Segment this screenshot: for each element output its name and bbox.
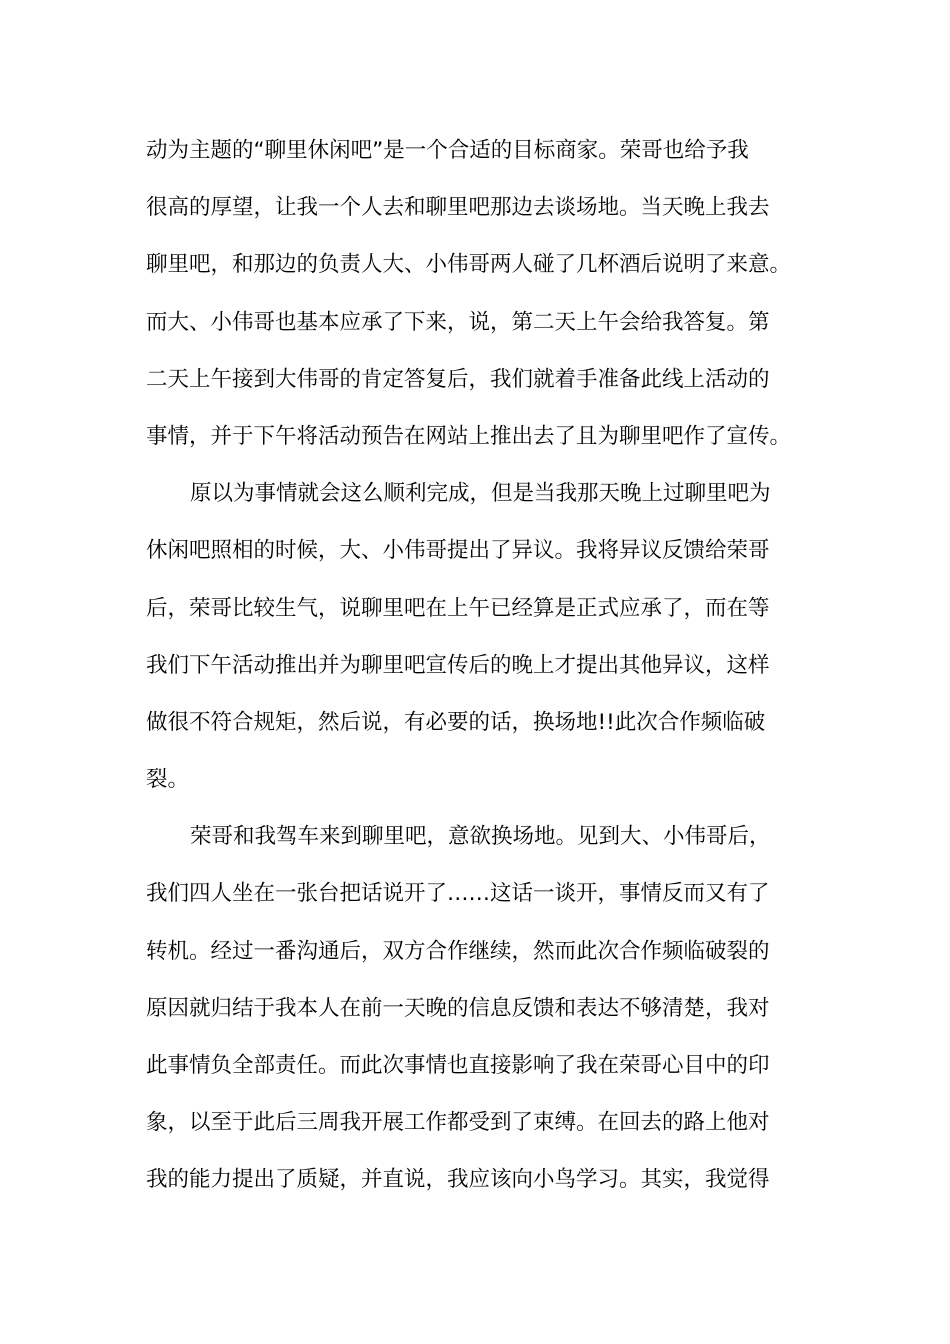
text-line: 象，以至于此后三周我开展工作都受到了束缚。在回去的路上他对 [146,1110,770,1136]
text-line: 转机。经过一番沟通后，双方合作继续，然而此次合作频临破裂的 [146,938,770,964]
text-line: 裂。 [146,767,190,793]
paragraph-start-line: 原以为事情就会这么顺利完成，但是当我那天晚上过聊里吧为 [190,481,771,507]
text-line: 后，荣哥比较生气，说聊里吧在上午已经算是正式应承了，而在等 [146,595,770,621]
text-line: 原因就归结于我本人在前一天晚的信息反馈和表达不够清楚，我对 [146,995,770,1021]
text-line: 我们下午活动推出并为聊里吧宣传后的晚上才提出其他异议，这样 [146,652,770,678]
text-line: 休闲吧照相的时候，大、小伟哥提出了异议。我将异议反馈给荣哥 [146,538,770,564]
paragraph-start-line: 荣哥和我驾车来到聊里吧，意欲换场地。见到大、小伟哥后， [190,824,771,850]
text-line: 做很不符合规矩，然后说，有必要的话，换场地!!此次合作频临破 [146,709,766,735]
text-line: 而大、小伟哥也基本应承了下来，说，第二天上午会给我答复。第 [146,309,770,335]
text-line: 此事情负全部责任。而此次事情也直接影响了我在荣哥心目中的印 [146,1053,770,1078]
text-line: 我们四人坐在一张台把话说开了……这话一谈开，事情反而又有了 [146,881,770,907]
text-line: 我的能力提出了质疑，并直说，我应该向小鸟学习。其实，我觉得 [146,1167,770,1193]
text-line: 很高的厚望，让我一个人去和聊里吧那边去谈场地。当天晚上我去 [146,195,770,221]
text-line: 聊里吧，和那边的负责人大、小伟哥两人碰了几杯酒后说明了来意。 [146,252,792,278]
text-line: 二天上午接到大伟哥的肯定答复后，我们就着手准备此线上活动的 [146,366,770,392]
text-line: 事情，并于下午将活动预告在网站上推出去了且为聊里吧作了宣传。 [146,423,792,449]
text-line: 动为主题的“聊里休闲吧”是一个合适的目标商家。荣哥也给予我 [146,138,749,163]
document-body [146,122,814,1209]
